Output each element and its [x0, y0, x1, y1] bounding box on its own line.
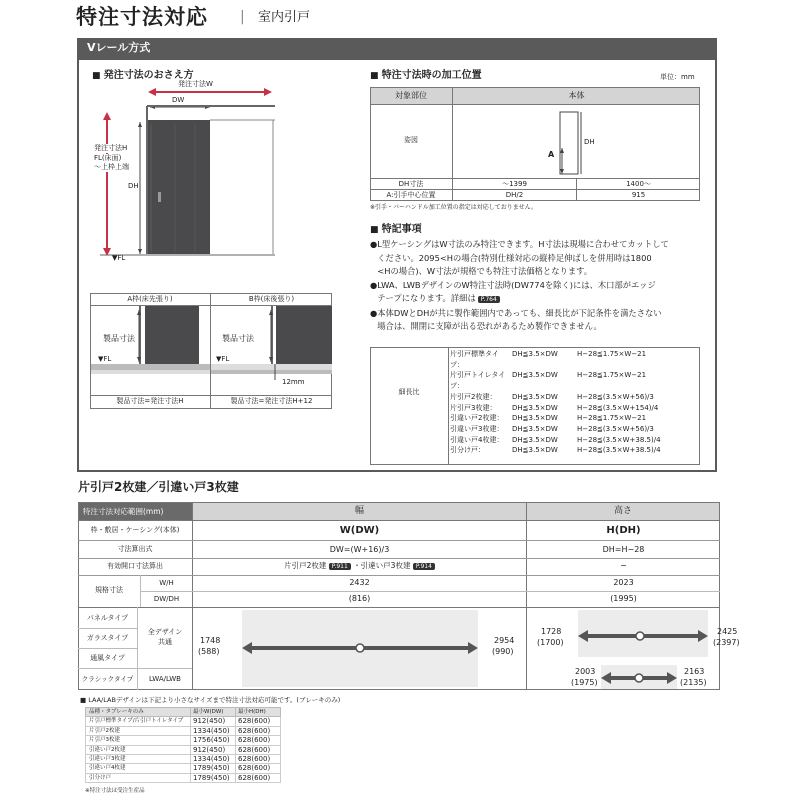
- frame-b-fl: ▼FL: [216, 355, 230, 363]
- type-glass: ガラスタイプ: [86, 634, 129, 642]
- range-head-h: 高さ: [527, 503, 719, 520]
- std-wh-h: 2023: [613, 578, 634, 587]
- ratio-rows: [450, 349, 661, 456]
- frame-b-figure: [211, 306, 332, 395]
- diagram-heading: ■ 発注寸法のおさえ方: [92, 70, 194, 83]
- row-calc-w: DW=(W+16)/3: [329, 545, 390, 554]
- proc-note: ※引手・バーハンドル加工位置の指定は対応しておりません。: [370, 204, 538, 211]
- page-ref-p914[interactable]: P.914: [413, 563, 435, 570]
- row-calc-label: 寸法算出式: [117, 545, 153, 553]
- frame-b-12mm: 12mm: [282, 378, 305, 386]
- note-line: テープになります。詳細は: [377, 293, 476, 303]
- diagram-dw-label: DW: [172, 96, 185, 104]
- grid-h4: [78, 575, 720, 576]
- note-line: ください。2095<Hの場合(特別仕様対応の縦枠足伸ばしを併用時は1800: [377, 252, 652, 263]
- std-label: 規格寸法: [95, 586, 123, 594]
- range-head-w: 幅: [193, 503, 526, 520]
- frame-a-head: A枠(床先張り): [127, 295, 173, 303]
- section2-title: 片引戸2枚建／引違い戸3枚建: [78, 480, 239, 494]
- proc-fig-dh: DH: [584, 138, 595, 146]
- page-subtitle: 室内引戸: [258, 10, 311, 25]
- proc-fig-label: 姿図: [404, 136, 418, 144]
- laa-row: 引分け戸 1789(450) 628(600): [86, 773, 281, 782]
- proc-h1: 対象部位: [395, 91, 427, 100]
- ratio-row: 片引戸2枚建： DH≦3.5×DW H−28≦(3.5×W+56)/3: [450, 392, 654, 401]
- laa-row: 引違い戸2枚建 912(450) 628(600): [86, 745, 281, 754]
- type-vent: 通風タイプ: [90, 654, 125, 662]
- width-range-arrow: [242, 640, 478, 656]
- laa-title: ■ LAA/LABデザインは下記より小さなサイズまで特注寸法対応可能です。(ブレーキのみ): [80, 696, 341, 704]
- ratio-row: 片引戸標準タイプ： DH≦3.5×DW H−28≦1.75×W−21: [450, 350, 647, 369]
- laa-table: [85, 707, 281, 783]
- diagram-h-label: 発注寸法H: [94, 144, 128, 152]
- grid-type3: [78, 668, 192, 669]
- std-dw-label: DW/DH: [153, 595, 180, 603]
- ratio-row: 片引戸3枚建： DH≦3.5×DW H−28≦(3.5×W+154)/4: [450, 403, 659, 412]
- h2-min: 2003: [575, 667, 596, 676]
- proc-r1-label: DH寸法: [398, 180, 424, 188]
- proc-r2-label: A:引手中心位置: [386, 191, 436, 199]
- note-bullet: ●: [370, 239, 378, 249]
- range-head-left: 特注寸法対応範囲(mm): [79, 503, 192, 520]
- frame-a-prod: 製品寸法: [103, 334, 135, 343]
- laa-row: 引違い戸4枚建 1789(450) 628(600): [86, 764, 281, 773]
- grid-h2: [78, 540, 720, 541]
- diagram-fl-label: ▼FL: [112, 254, 126, 262]
- row-open-h: −: [620, 561, 627, 570]
- proc-r2-v2: 915: [631, 191, 646, 199]
- ratio-row: 片引戸トイレタイプ： DH≦3.5×DW H−28≦1.75×W−21: [450, 371, 647, 391]
- std-dw-w: (816): [348, 594, 371, 603]
- height-range-arrow-2: [601, 670, 677, 686]
- notes-body: [370, 238, 710, 334]
- h-max: 2425: [717, 627, 738, 636]
- note-line: <Hの場合)、W寸法が規格でも特注寸法価格となります。: [377, 266, 593, 276]
- laa-row: 引違い戸3枚建 1334(450) 628(600): [86, 755, 281, 764]
- grid-h1: [78, 520, 720, 521]
- height-range-arrow: [578, 628, 708, 644]
- laa-head: 品種・タブレーキのみ 最小W(DW) 最小H(DH): [86, 708, 281, 717]
- grid-h6: [78, 607, 720, 608]
- proc-unit: 単位：mm: [660, 73, 695, 81]
- grid-type2: [78, 648, 137, 649]
- page-ref-badge[interactable]: P.764: [478, 296, 500, 303]
- ratio-row: 引違い戸3枚建： DH≦3.5×DW H−28≦(3.5×W+56)/3: [450, 424, 654, 433]
- row-frame-label: 枠・敷居・ケーシング(本体): [90, 526, 180, 534]
- page-title: 特注寸法対応: [76, 5, 208, 29]
- w-min-dw: (588): [198, 647, 220, 656]
- laa-row: 片引戸標準タイプ/片引戸トイレタイプ 912(450) 628(600): [86, 717, 281, 726]
- laa-row: 片引戸2枚建 1334(450) 628(600): [86, 726, 281, 735]
- open-text-1: 片引戸2枚建: [284, 561, 327, 570]
- page-ref-p911[interactable]: P.911: [329, 563, 351, 570]
- w-min: 1748: [200, 636, 221, 645]
- proc-hline3: [370, 189, 700, 190]
- notes-heading: ■ 特記事項: [370, 224, 422, 237]
- laa-foot: ※特注寸法は受注生産品: [85, 788, 145, 794]
- ratio-row: 引違い戸2枚建： DH≦3.5×DW H−28≦1.75×W−21: [450, 414, 647, 423]
- note-line: 本体DWとDHが共に製作範囲内であっても、細長比が下記条件を満たさない: [377, 307, 662, 318]
- type-panel: パネルタイプ: [86, 614, 129, 622]
- ratio-label: 細長比: [398, 388, 420, 396]
- std-wh-label: W/H: [159, 579, 174, 587]
- diagram-h-note2: 〜上枠上端: [94, 163, 129, 171]
- h-min-dh: (1700): [537, 638, 564, 647]
- type-classic: クラシックタイプ: [81, 675, 134, 683]
- note-bullet: ●: [370, 307, 378, 318]
- std-dw-h: (1995): [610, 594, 637, 603]
- vrail-band: Vレール方式: [77, 38, 717, 60]
- proc-heading: ■ 特注寸法時の加工位置: [370, 70, 482, 83]
- std-wh-w: 2432: [349, 578, 370, 587]
- proc-figure: [540, 108, 610, 176]
- title-divider: |: [240, 9, 245, 25]
- frame-a-foot: 製品寸法=発注寸法H: [116, 397, 184, 405]
- h2-max-dh: (2135): [680, 678, 707, 687]
- grid-type1: [78, 628, 137, 629]
- frame-b-prod: 製品寸法: [222, 334, 254, 343]
- proc-r1-v1: 〜1399: [502, 180, 527, 188]
- note-line: L型ケーシングはW寸法のみ特注できます。H寸法は現場に合わせてカットして: [377, 239, 669, 249]
- diagram-dh-label: DH: [128, 182, 139, 190]
- note-line: LWA、LWBデザインのW特注寸法時(DW774を除く)には、木口部がエッジ: [377, 279, 656, 290]
- row-open-w: [193, 561, 526, 571]
- proc-r2-v1: DH/2: [505, 191, 524, 199]
- row-frame-h: H(DH): [606, 525, 641, 536]
- note-item-3: [370, 307, 710, 334]
- h2-min-dh: (1975): [571, 678, 598, 687]
- row-open-label: 有効開口寸法算出: [107, 562, 163, 570]
- ratio-row: 引違い戸4枚建： DH≦3.5×DW H−28≦(3.5×W+38.5)/4: [450, 435, 661, 444]
- note-bullet: ●: [370, 279, 378, 290]
- note-item-1: [370, 238, 710, 279]
- w-max: 2954: [494, 636, 515, 645]
- open-text-2: ・引違い戸3枚建: [353, 561, 411, 570]
- diagram-w-label: 発注寸法W: [178, 80, 213, 88]
- proc-h2: 本体: [568, 91, 585, 100]
- frame-b-foot: 製品寸法=発注寸法H+12: [230, 397, 313, 405]
- laa-row: 片引戸3枚建 1756(450) 628(600): [86, 736, 281, 745]
- frame-a-figure: [91, 306, 210, 395]
- proc-r1-v2: 1400〜: [626, 180, 651, 188]
- note-line: 場合は、開閉に支障が出る恐れがあるため製作できません。: [377, 321, 602, 331]
- diagram-h-note1: FL(床面): [94, 154, 122, 162]
- frame-a-fl: ▼FL: [98, 355, 112, 363]
- frame-foot-line: [90, 395, 332, 396]
- h2-max: 2163: [684, 667, 705, 676]
- proc-hline2: [370, 178, 700, 179]
- grid-h3: [78, 558, 720, 559]
- all-design-1: 全デザイン: [147, 628, 183, 636]
- all-design-2: 共通: [158, 638, 172, 646]
- note-item-2: [370, 279, 710, 307]
- order-size-diagram: [85, 84, 285, 274]
- ratio-vline: [448, 347, 449, 465]
- frame-b-head: B枠(床後張り): [248, 295, 295, 303]
- row-frame-w: W(DW): [339, 525, 380, 536]
- row-calc-h: DH=H−28: [602, 545, 645, 554]
- lwa-lwb: LWA/LWB: [149, 675, 181, 683]
- w-max-dw: (990): [492, 647, 514, 656]
- h-max-dh: (2397): [713, 638, 740, 647]
- ratio-row: 引分け戸： DH≦3.5×DW H−28≦(3.5×W+38.5)/4: [450, 446, 661, 455]
- h-min: 1728: [541, 627, 562, 636]
- grid-h5: [140, 591, 720, 592]
- proc-hline1: [370, 104, 700, 105]
- proc-fig-a: A: [548, 150, 555, 159]
